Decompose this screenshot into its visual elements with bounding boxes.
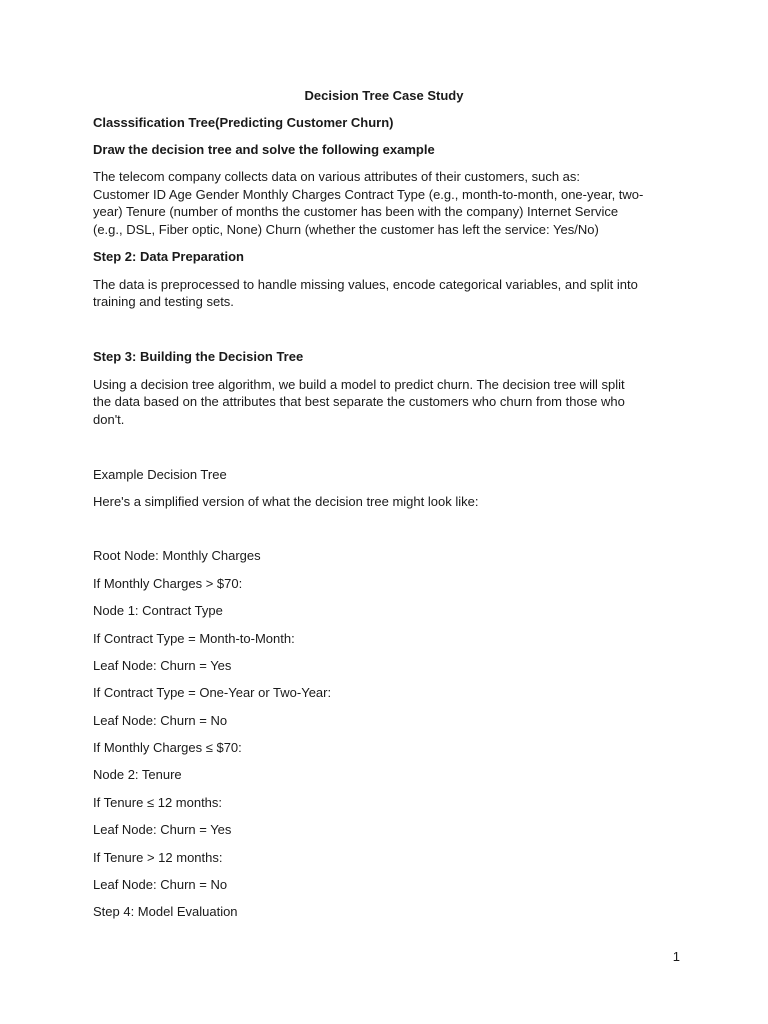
tree-line: If Monthly Charges ≤ $70: xyxy=(93,740,242,755)
intro-line: (e.g., DSL, Fiber optic, None) Churn (whether the customer has left the service: Yes/No) xyxy=(93,222,599,237)
step3-heading: Step 3: Building the Decision Tree xyxy=(93,349,304,364)
tree-line: Leaf Node: Churn = No xyxy=(93,877,228,892)
section-heading-instructions: Draw the decision tree and solve the following example xyxy=(93,142,435,157)
tree-line: Root Node: Monthly Charges xyxy=(93,548,261,563)
tree-line: If Tenure > 12 months: xyxy=(93,850,223,865)
tree-line: If Tenure ≤ 12 months: xyxy=(93,795,223,810)
tree-line: Leaf Node: Churn = Yes xyxy=(93,658,232,673)
step2-heading: Step 2: Data Preparation xyxy=(93,249,244,264)
tree-line: Leaf Node: Churn = No xyxy=(93,713,228,728)
step3-line: Using a decision tree algorithm, we build a model to predict churn. The decision tree will split xyxy=(93,377,625,392)
step3-line: the data based on the attributes that best separate the customers who churn from those who xyxy=(93,394,625,409)
tree-line: Node 2: Tenure xyxy=(93,767,182,782)
tree-line: If Contract Type = Month-to-Month: xyxy=(93,631,295,646)
section-heading-classification: Classsification Tree(Predicting Customer Churn) xyxy=(93,115,394,130)
example-heading: Example Decision Tree xyxy=(93,467,227,482)
tree-line: Node 1: Contract Type xyxy=(93,603,223,618)
step3-line: don't. xyxy=(93,412,125,427)
intro-line: The telecom company collects data on various attributes of their customers, such as: xyxy=(93,169,581,184)
intro-line: year) Tenure (number of months the customer has been with the company) Internet Service xyxy=(93,204,619,219)
example-intro: Here's a simplified version of what the decision tree might look like: xyxy=(93,494,479,509)
intro-line: Customer ID Age Gender Monthly Charges Contract Type (e.g., month-to-month, one-year, two- xyxy=(93,187,644,202)
tree-line: Leaf Node: Churn = Yes xyxy=(93,822,232,837)
document-title: Decision Tree Case Study xyxy=(304,88,464,103)
step2-line: training and testing sets. xyxy=(93,294,234,309)
tree-line: Step 4: Model Evaluation xyxy=(93,904,238,919)
page-number: 1 xyxy=(672,949,680,964)
tree-line: If Contract Type = One-Year or Two-Year: xyxy=(93,685,332,700)
tree-line: If Monthly Charges > $70: xyxy=(93,576,243,591)
step2-line: The data is preprocessed to handle missing values, encode categorical variables, and split into xyxy=(93,277,638,292)
